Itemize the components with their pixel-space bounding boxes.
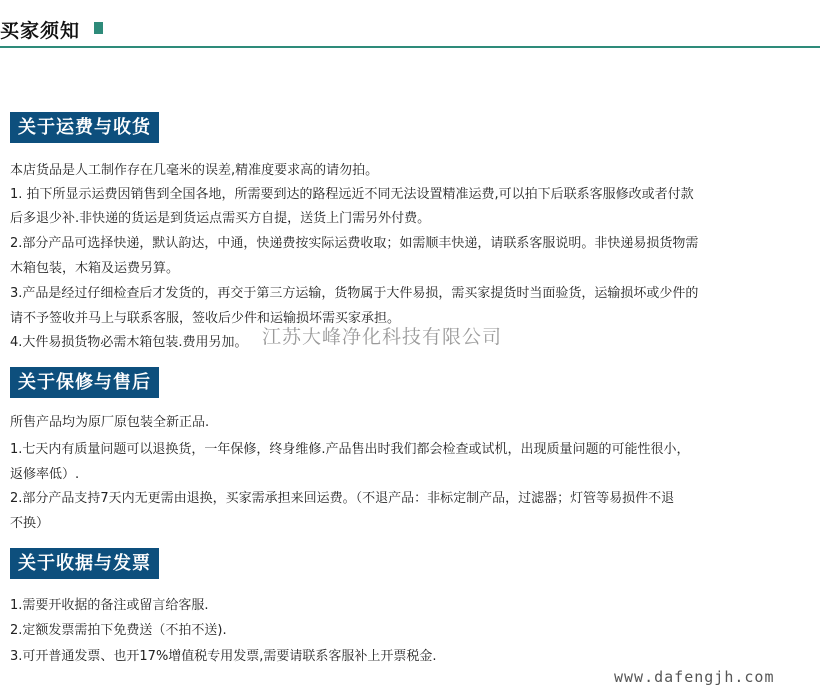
section-line: 1. 拍下所显示运费因销售到全国各地，所需要到达的路程远近不同无法设置精准运费,可以拍下后联系客服修改或者付款 xyxy=(10,187,694,202)
section-line: 木箱包装，木箱及运费另算。 xyxy=(10,261,180,276)
section-heading-warranty: 关于保修与售后 xyxy=(10,367,159,398)
section-line: 所售产品均为原厂原包装全新正品. xyxy=(10,415,210,430)
section-line: 本店货品是人工制作存在几毫米的误差,精准度要求高的请勿拍。 xyxy=(10,163,379,178)
section-line: 请不予签收并马上与联系客服，签收后少件和运输损坏需买家承担。 xyxy=(10,311,401,326)
website-url: www.dafengjh.com xyxy=(614,668,775,686)
header-square-icon xyxy=(94,22,103,34)
section-line: 返修率低）. xyxy=(10,467,80,482)
section-line: 1.需要开收据的备注或留言给客服. xyxy=(10,598,209,613)
page-header xyxy=(0,0,820,48)
section-line: 2.定额发票需拍下免费送（不拍不送). xyxy=(10,623,227,638)
section-line: 3.产品是经过仔细检查后才发货的，再交于第三方运输，货物属于大件易损，需买家提货时当面验货，运输损坏或少件的 xyxy=(10,286,699,301)
section-line: 1.七天内有质量问题可以退换货，一年保修，终身维修.产品售出时我们都会检查或试机，出现质量问题的可能性很小， xyxy=(10,442,690,457)
section-heading-shipping: 关于运费与收货 xyxy=(10,112,159,143)
section-line: 后多退少补.非快递的货运是到货运点需买方自提，送货上门需另外付费。 xyxy=(10,211,431,226)
header-title: 买家须知 xyxy=(0,20,81,42)
section-line: 2.部分产品可选择快递，默认韵达，中通，快递费按实际运费收取；如需顺丰快递，请联系客服说明。非快递易损货物需 xyxy=(10,236,699,251)
section-line: 2.部分产品支持7天内无更需由退换，买家需承担来回运费。（不退产品：非标定制产品，过滤器；灯管等易损件不退 xyxy=(10,491,675,506)
section-line: 不换） xyxy=(10,516,50,531)
company-watermark: 江苏大峰净化科技有限公司 xyxy=(262,326,503,348)
section-line: 4.大件易损货物必需木箱包装.费用另加。 xyxy=(10,335,248,350)
section-heading-invoice: 关于收据与发票 xyxy=(10,548,159,579)
section-line: 3.可开普通发票、也开17%增值税专用发票,需要请联系客服补上开票税金. xyxy=(10,649,437,664)
